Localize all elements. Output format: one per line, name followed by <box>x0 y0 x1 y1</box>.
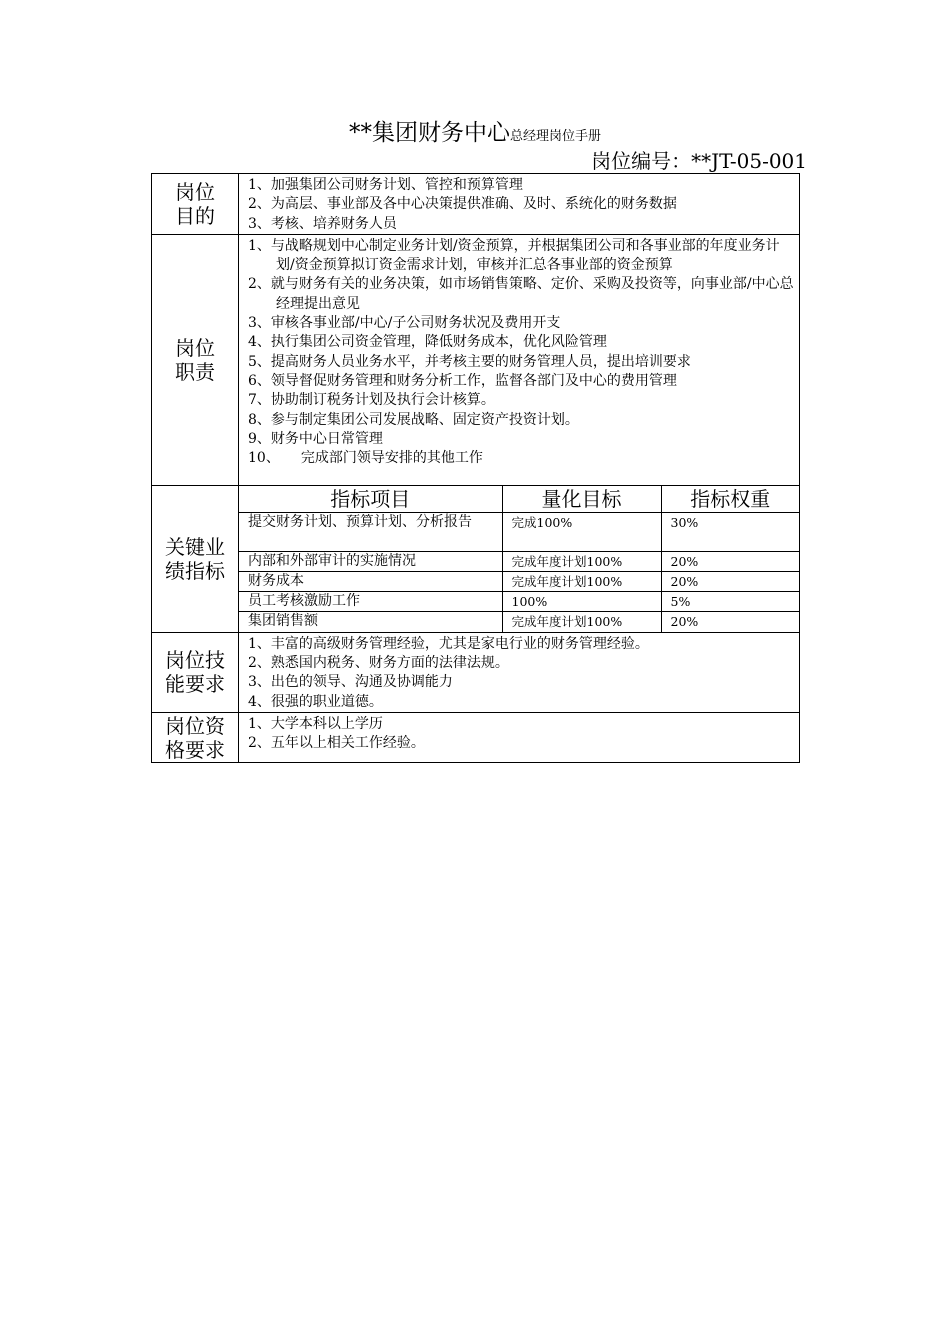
position-code: 岗位编号：**JT-05-001 <box>591 149 807 173</box>
title-sub: 总经理岗位手册 <box>509 129 601 144</box>
kpi-header-row <box>239 486 799 513</box>
qualification-label: 岗位资格要求 <box>152 713 239 763</box>
kpi-weight: 20% <box>661 552 799 572</box>
table-row <box>239 572 799 592</box>
duty-item: 10、 完成部门领导安排的其他工作 <box>248 450 483 467</box>
kpi-header: 指标项目 <box>239 486 502 513</box>
kpi-weight: 5% <box>661 592 799 612</box>
kpi-target: 完成年度计划100% <box>502 552 661 572</box>
kpi-target: 完成年度计划100% <box>502 572 661 592</box>
kpi-header: 指标权重 <box>661 486 799 513</box>
duty-item: 7、协助制订税务计划及执行会计核算。 <box>248 392 495 409</box>
duty-item: 9、财务中心日常管理 <box>248 430 383 447</box>
qualification-content <box>239 713 800 763</box>
kpi-weight: 20% <box>661 572 799 592</box>
kpi-item: 财务成本 <box>239 572 502 592</box>
kpi-label: 关键业绩指标 <box>152 485 239 632</box>
kpi-item: 内部和外部审计的实施情况 <box>239 552 502 572</box>
duty-item: 8、参与制定集团公司发展战略、固定资产投资计划。 <box>248 411 579 428</box>
kpi-cell <box>239 485 800 632</box>
table-row <box>239 513 799 552</box>
kpi-table <box>239 486 799 632</box>
kpi-item: 提交财务计划、预算计划、分析报告 <box>239 513 502 552</box>
table-row <box>239 552 799 572</box>
document-title <box>0 118 950 152</box>
duty-item: 2、就与财务有关的业务决策，如市场销售策略、定价、采购及投资等，向事业部/中心总经理提出意见 <box>248 276 794 312</box>
duty-item: 5、提高财务人员业务水平，并考核主要的财务管理人员，提出培训要求 <box>248 353 691 370</box>
duties-label: 岗位职责 <box>152 234 239 485</box>
purpose-item: 2、为高层、事业部及各中心决策提供准确、及时、系统化的财务数据 <box>248 196 677 213</box>
duties-row <box>152 234 800 485</box>
job-description-table <box>151 173 800 763</box>
table-row <box>239 592 799 612</box>
kpi-item: 集团销售额 <box>239 612 502 632</box>
duties-content <box>239 234 800 485</box>
kpi-target: 完成年度计划100% <box>502 612 661 632</box>
purpose-label: 岗位目的 <box>152 174 239 235</box>
purpose-content <box>239 174 800 235</box>
purpose-item: 1、加强集团公司财务计划、管控和预算管理 <box>248 177 523 193</box>
kpi-target: 完成100% <box>502 513 661 552</box>
skill-item: 4、很强的职业道德。 <box>248 693 383 710</box>
skills-content <box>239 632 800 712</box>
qualification-item: 1、大学本科以上学历 <box>248 716 383 733</box>
duty-item: 1、与战略规划中心制定业务计划/资金预算，并根据集团公司和各事业部的年度业务计划/资金预算拟订资金需求计划，审核并汇总各事业部的资金预算 <box>248 237 780 274</box>
kpi-weight: 20% <box>661 612 799 632</box>
duty-item: 4、执行集团公司资金管理，降低财务成本，优化风险管理 <box>248 334 607 351</box>
qualification-row <box>152 713 800 763</box>
qualification-item: 2、五年以上相关工作经验。 <box>248 735 425 752</box>
skill-item: 1、丰富的高级财务管理经验，尤其是家电行业的财务管理经验。 <box>248 635 649 652</box>
skills-label: 岗位技能要求 <box>152 632 239 712</box>
table-row <box>239 612 799 632</box>
title-main: **集团财务中心 <box>348 120 510 146</box>
duty-item: 3、审核各事业部/中心/子公司财务状况及费用开支 <box>248 315 561 332</box>
kpi-item: 员工考核激励工作 <box>239 592 502 612</box>
kpi-header: 量化目标 <box>502 486 661 513</box>
purpose-row <box>152 174 800 235</box>
skill-item: 3、出色的领导、沟通及协调能力 <box>248 674 453 691</box>
kpi-weight: 30% <box>661 513 799 552</box>
purpose-item: 3、考核、培养财务人员 <box>248 215 397 232</box>
skill-item: 2、熟悉国内税务、财务方面的法律法规。 <box>248 655 509 672</box>
skills-row <box>152 632 800 712</box>
kpi-row <box>152 485 800 632</box>
duty-item: 6、领导督促财务管理和财务分析工作，监督各部门及中心的费用管理 <box>248 372 677 389</box>
kpi-target: 100% <box>502 592 661 612</box>
